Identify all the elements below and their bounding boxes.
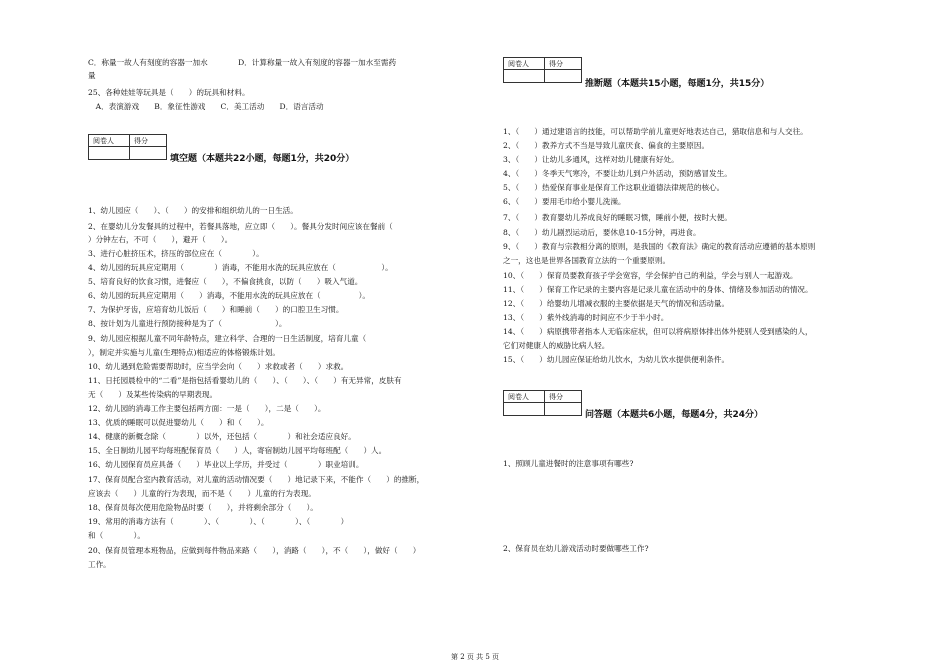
score-box-qa (503, 390, 582, 416)
score-box-judge (503, 57, 582, 83)
fill-line: 14、健康的新概念除（ ）以外，还包括（ ）和社会适应良好。 (88, 432, 356, 441)
fill-line: 4、幼儿园的玩具应定期用（ ）消毒，不能用水洗的玩具应放在（ ）。 (88, 263, 393, 272)
qa-question-1: 1、照顾儿童进餐时的注意事项有哪些? (503, 459, 634, 468)
fill-line: 工作。 (88, 560, 111, 569)
fill-line: 12、幼儿园的消毒工作主要包括两方面：一是（ ），二是（ ）。 (88, 404, 326, 413)
judge-line: 之一，这也是世界各国教育立法的一个重要原则。 (503, 256, 671, 265)
judge-line: 14、（ ）病原携带者指本人无临床症状，但可以将病原体排出体外使别人受到感染的人， (503, 327, 813, 336)
judge-line: 它们对健康人的威胁比病人轻。 (503, 341, 610, 350)
reviewer-label: 阅卷人 (504, 58, 545, 70)
fill-line: 应该去（ ）儿童的行为表现，而不是（ ）儿童的行为表现。 (88, 489, 316, 498)
fill-line: 13、优质的睡眠可以促进婴幼儿（ ）和（ ）。 (88, 418, 269, 427)
fill-line: 9、幼儿园应根据儿童不同年龄特点，建立科学、合理的一日生活制度，培育儿童（ (88, 334, 382, 343)
judge-line: 13、（ ）紫外线消毒的时间应不少于半小时。 (503, 313, 669, 322)
fill-line: 5、培育良好的饮食习惯，进餐应（ ），不偏食挑食，以防（ ）吸入气道。 (88, 277, 363, 286)
fill-line: 15、全日制幼儿园平均每班配保育员（ ）人，寄宿制幼儿园平均每班配（ ）人。 (88, 446, 387, 455)
score-label: 得分 (130, 135, 167, 147)
question-25-options: A．表演游戏 B．象征性游戏 C．美工活动 D．语言活动 (88, 102, 324, 111)
fill-line: 无（ ）及某些传染病的早期表现。 (88, 390, 218, 399)
fill-line: 19、常用的消毒方法有（ ）、（ ）、（ ）、（ ） (88, 517, 349, 526)
question-24-continuation: 量 (88, 71, 96, 80)
judge-section-title: 推断题（本题共15小题，每题1分，共15分） (585, 79, 770, 89)
question-24-option-c-d: C．称量一故人有刻度的容器一加水 D．计算称量一故入有刻度的容器一加水至需药 (88, 58, 397, 67)
fill-line: ），制定并实施与儿童(生理特点)相适应的体格锻炼计划。 (88, 348, 280, 357)
fill-line: 20、保育员管理本班物品，应做到每件物品来路（ ），消路（ ），不（ ），做好（ ） (88, 546, 421, 555)
qa-question-2: 2、保育员在幼儿游戏活动时要做哪些工作? (503, 544, 649, 553)
fill-line: 和（ ）。 (88, 531, 145, 540)
judge-line: 1、（ ）通过建语言的技能，可以帮助学前儿童更好地表达自己，猎取信息和与人交往。 (503, 127, 808, 136)
fill-line: 2、在婴幼儿分发餐具的过程中，若餐具落地，应立即（ ）。餐具分发时间应该在餐前（ (88, 222, 393, 231)
judge-line: 5、（ ）热爱保育事业是保育工作这职业道德法律规范的核心。 (503, 183, 725, 192)
fill-line: 10、幼儿遇到危险需要帮助时，应当学会向（ ）求救或者（ ）求救。 (88, 362, 349, 371)
judge-line: 6、（ ）要用毛巾给小婴儿洗澡。 (503, 197, 626, 206)
judge-line: 10、（ ）保育员要教育孩子学会宽容，学会保护自己的利益，学会与别人一起游戏。 (503, 271, 798, 280)
fill-line: 3、进行心脏挤压术，挤压的部位应在（ ）。 (88, 249, 264, 258)
reviewer-label: 阅卷人 (504, 391, 545, 403)
score-box-fill (88, 134, 167, 160)
score-label: 得分 (545, 58, 582, 70)
fill-line: ）分钟左右，不可（ ），避开（ ）。 (88, 235, 233, 244)
judge-line: 7、（ ）教育婴幼儿养成良好的睡眠习惯，睡前小便，按时大便。 (503, 213, 732, 222)
fill-line: 11、日托园晨检中的“二看”是指包括看婴幼儿的（ ）、（ ）、（ ）有无异常，皮肤有 (88, 376, 402, 385)
score-label: 得分 (545, 391, 582, 403)
judge-line: 3、（ ）让幼儿多通风，这样对幼儿健康有好处。 (503, 155, 679, 164)
fill-line: 6、幼儿园的玩具应定期用（ ）消毒，不能用水洗的玩具应放在（ ）。 (88, 291, 370, 300)
fill-line: 18、保育员每次使用危险物品时要（ ），并将剩余部分（ ）。 (88, 503, 318, 512)
fill-line: 16、幼儿园保育员应具备（ ）毕业以上学历，并受过（ ）职业培训。 (88, 460, 364, 469)
judge-line: 9、（ ）教育与宗教相分离的原则，是我国的《教育法》确定的教育活动应遵循的基本原则 (503, 242, 816, 251)
judge-line: 2、（ ）教养方式不当是导致儿童厌食、偏食的主要原因。 (503, 141, 710, 150)
judge-line: 15、（ ）幼儿园应保证给幼儿饮水，为幼儿饮水提供便利条件。 (503, 355, 730, 364)
judge-line: 11、（ ）保育工作记录的主要内容是记录儿童在活动中的身体、情绪及参加活动的情况。 (503, 285, 813, 294)
question-25: 25、各种娃娃等玩具是（ ）的玩具和材料。 (88, 88, 250, 97)
judge-line: 4、（ ）冬季天气寒冷，不要让幼儿到户外活动，预防感冒发生。 (503, 169, 732, 178)
judge-line: 8、（ ）幼儿剧烈运动后，要休息10-15分钟，再进食。 (503, 228, 701, 237)
fill-line: 8、按计划为儿童进行预防接种是为了（ ）。 (88, 319, 287, 328)
fill-section-title: 填空题（本题共22小题，每题1分，共20分） (170, 154, 355, 164)
fill-line: 7、为保护牙齿，应培育幼儿饭后（ ）和睡前（ ）的口腔卫生习惯。 (88, 305, 344, 314)
judge-line: 12、（ ）给婴幼儿增减衣服的主要依据是天气的情况和活动量。 (503, 299, 730, 308)
fill-line: 17、保育员配合室内教育活动，对儿童的活动情况要（ ）地记录下来，不能作（ ）的推断， (88, 475, 425, 484)
qa-section-title: 问答题（本题共6小题，每题4分，共24分） (585, 410, 764, 420)
page-footer: 第 2 页 共 5 页 (450, 653, 500, 661)
fill-line: 1、幼儿园应（ ）、（ ）的安排和组织幼儿的一日生活。 (88, 206, 298, 215)
reviewer-label: 阅卷人 (89, 135, 130, 147)
